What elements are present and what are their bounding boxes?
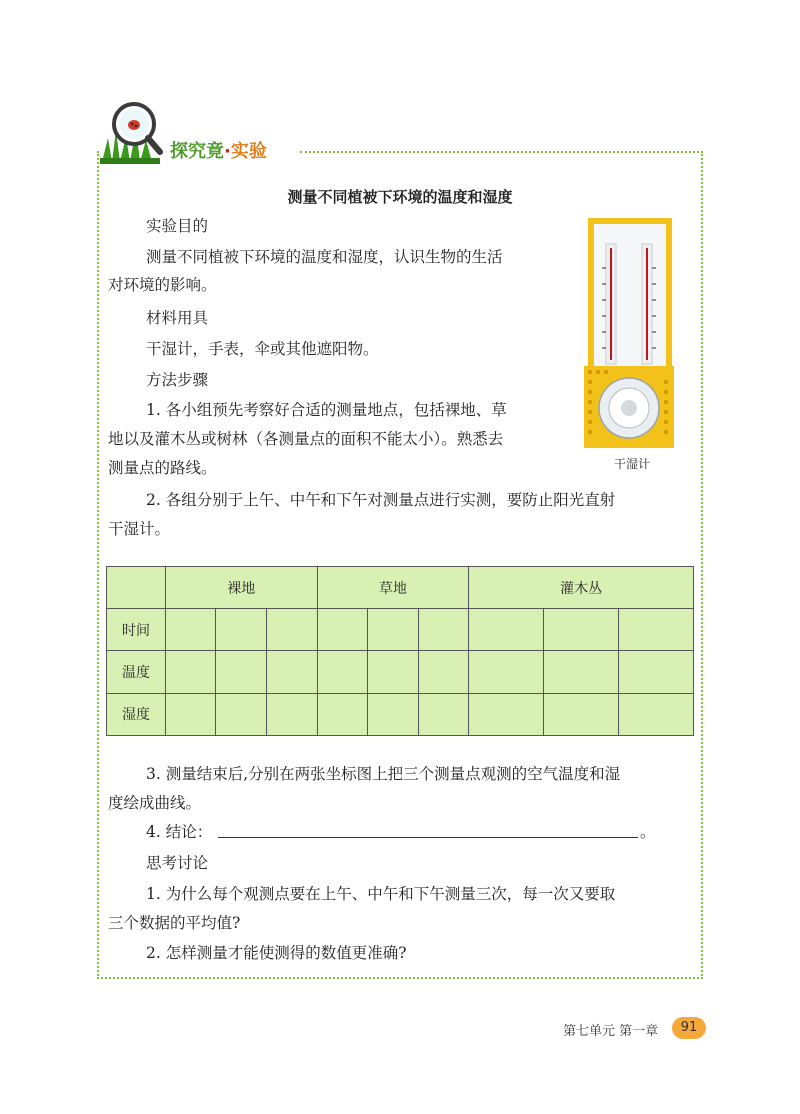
table-cell[interactable] (618, 693, 693, 735)
table-cell[interactable] (368, 609, 418, 651)
table-header-shrubs: 灌木丛 (469, 567, 694, 609)
table-cell[interactable] (266, 609, 317, 651)
table-cell[interactable] (216, 651, 266, 693)
table-row (107, 693, 694, 735)
table-cell[interactable] (469, 609, 544, 651)
discussion-heading: 思考讨论 (146, 854, 209, 872)
table-cell[interactable] (618, 609, 693, 651)
table-cell[interactable] (469, 651, 544, 693)
magnifier-grass-icon (100, 100, 180, 164)
table-cell[interactable] (216, 609, 266, 651)
table-cell[interactable] (368, 693, 418, 735)
table-header-bare-ground: 裸地 (166, 567, 318, 609)
question-2: 2. 怎样测量才能使测得的数值更准确? (146, 944, 407, 962)
row-label-humidity: 湿度 (107, 693, 166, 735)
activity-frame-top (300, 151, 703, 153)
purpose-line-2: 对环境的影响。 (108, 276, 217, 294)
table-row (107, 651, 694, 693)
table-cell[interactable] (216, 693, 266, 735)
page-number-badge: 91 (672, 1017, 706, 1039)
table-cell[interactable] (166, 651, 216, 693)
table-cell[interactable] (544, 693, 619, 735)
purpose-heading: 实验目的 (146, 217, 209, 235)
table-cell[interactable] (317, 609, 367, 651)
table-cell[interactable] (166, 609, 216, 651)
observation-table (106, 566, 694, 736)
step2-line-2: 干湿计。 (108, 520, 171, 538)
table-header-grassland: 草地 (317, 567, 469, 609)
conclusion-blank-line[interactable] (218, 837, 638, 838)
footer-chapter: 第七单元 第一章 (563, 1024, 659, 1039)
hygrometer-photo (584, 218, 674, 464)
step4-prefix: 4. 结论： (146, 823, 213, 841)
table-cell[interactable] (618, 651, 693, 693)
purpose-line-1: 测量不同植被下环境的温度和湿度，认识生物的生活 (146, 248, 503, 266)
section-label (170, 137, 267, 163)
method-heading: 方法步骤 (146, 371, 209, 389)
step2-line-1: 2. 各组分别于上午、中午和下午对测量点进行实测，要防止阳光直射 (146, 491, 616, 509)
row-label-time: 时间 (107, 609, 166, 651)
table-row (107, 609, 694, 651)
step1-line-1: 1. 各小组预先考察好合适的测量地点，包括裸地、草 (146, 401, 507, 419)
table-cell[interactable] (469, 693, 544, 735)
step1-line-3: 测量点的路线。 (108, 459, 217, 477)
table-corner-cell (107, 567, 166, 609)
table-cell[interactable] (418, 693, 469, 735)
table-cell[interactable] (317, 651, 367, 693)
photo-caption: 干湿计 (613, 457, 650, 471)
step3-line-1: 3. 测量结束后,分别在两张坐标图上把三个测量点观测的空气温度和湿 (146, 765, 621, 783)
step3-line-2: 度绘成曲线。 (108, 794, 202, 812)
table-cell[interactable] (317, 693, 367, 735)
table-cell[interactable] (418, 609, 469, 651)
step4-suffix: 。 (640, 823, 656, 841)
table-cell[interactable] (544, 609, 619, 651)
row-label-temperature: 温度 (107, 651, 166, 693)
section-label-main: 探究竟 (170, 141, 224, 162)
table-cell[interactable] (418, 651, 469, 693)
materials-text: 干湿计，手表，伞或其他遮阳物。 (146, 340, 379, 358)
table-cell[interactable] (166, 693, 216, 735)
question-1-line-2: 三个数据的平均值? (108, 914, 241, 932)
step1-line-2: 地以及灌木丛或树林（各测量点的面积不能太小）。熟悉去 (108, 430, 504, 448)
section-label-dot: · (224, 141, 231, 162)
section-label-sub: 实验 (230, 141, 267, 162)
question-1-line-1: 1. 为什么每个观测点要在上午、中午和下午测量三次，每一次又要取 (146, 885, 616, 903)
table-cell[interactable] (544, 651, 619, 693)
materials-heading: 材料用具 (146, 309, 209, 327)
page-title: 测量不同植被下环境的温度和湿度 (287, 188, 513, 206)
table-cell[interactable] (266, 693, 317, 735)
table-cell[interactable] (266, 651, 317, 693)
table-cell[interactable] (368, 651, 418, 693)
